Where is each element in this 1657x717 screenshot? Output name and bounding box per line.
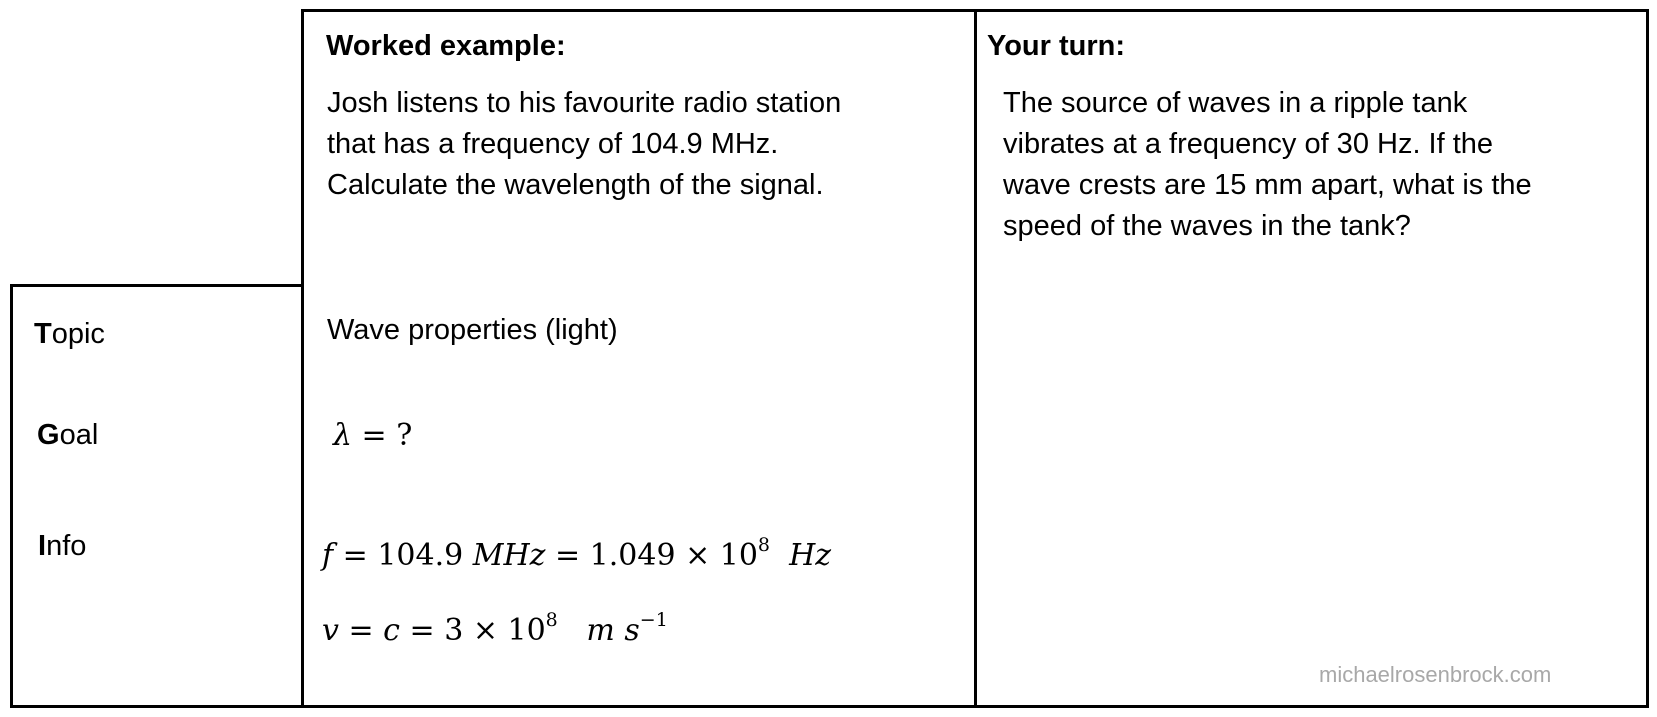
goal-label: Goal xyxy=(37,419,99,451)
info-frequency-equation: f = 104.9 MHz = $1.049 \times 10^8$ Hz xyxy=(322,534,832,573)
goal-equation: λ = ? xyxy=(333,418,413,453)
info-speed-equation: $v = c = 3 \times 10^8$ m $s^{-1}$ xyxy=(322,609,668,648)
topic-value: Wave properties (light) xyxy=(327,314,618,346)
worked-example-question: Josh listens to his favourite radio station that has a frequency of 104.9 MHz. Calculate the wavelength of the signal. xyxy=(327,87,842,201)
watermark-text: michaelrosenbrock.com xyxy=(1319,662,1552,687)
info-label: Info xyxy=(38,530,87,562)
worked-example-heading: Worked example: xyxy=(326,30,566,62)
topic-label: Topic xyxy=(34,318,105,350)
your-turn-question: The source of waves in a ripple tank vibrates at a frequency of 30 Hz. If the wave crests are 15 mm apart, what is the speed of the waves in the tank? xyxy=(1003,87,1532,242)
your-turn-heading: Your turn: xyxy=(987,30,1125,62)
